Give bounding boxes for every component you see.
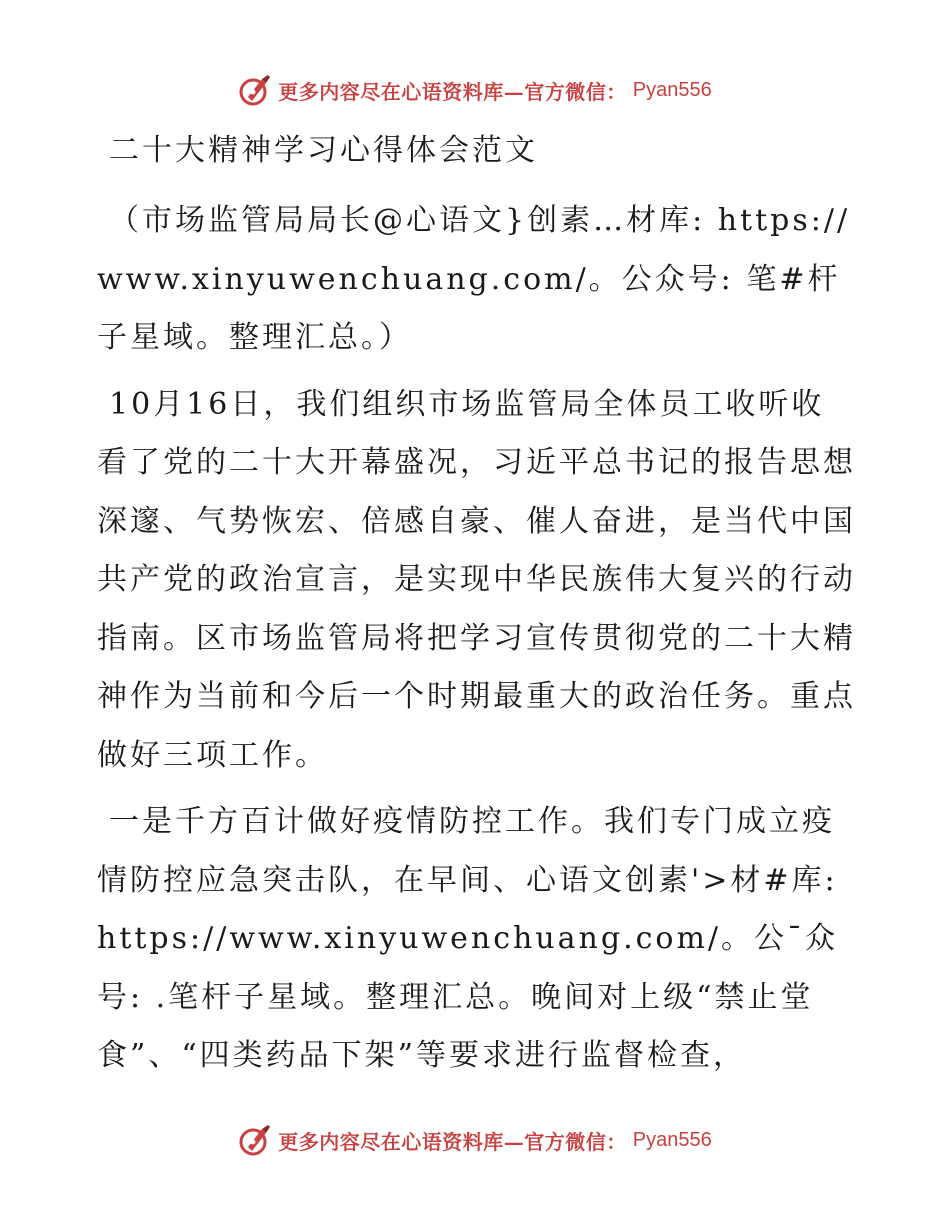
paragraph-first-task: 一是千方百计做好疫情防控工作。我们专门成立疫情防控应急突击队，在早间、心语文创素'>材#库: https://www.xinyuwenchuang.com/。公¯众号: .笔杆子星域。整理汇总。晚间对上级“禁止堂食”、“四类药品下架”等要求进行监督检查，: [97, 804, 839, 1073]
watermark-handle: Pyan556: [632, 1128, 712, 1151]
footer-watermark: [0, 1120, 950, 1160]
document-body: [97, 122, 857, 1094]
watermark-handle: Pyan556: [632, 78, 712, 101]
watermark-text: 更多内容尽在心语资料库—官方微信：: [278, 1129, 627, 1154]
paragraph-intro: 10月16日，我们组织市场监管局全体员工收听收看了党的二十大开幕盛况，习近平总书记的报告思想深邃、气势恢宏、倍感自豪、催人奋进，是当代中国共产党的政治宣言，是实现中华民族伟大复兴的行动指南。区市场监管局将把学习宣传贯彻党的二十大精神作为当前和今后一个时期最重大的政治任务。重点做好三项工作。: [97, 386, 856, 773]
header-watermark: [0, 70, 950, 110]
watermark-text: 更多内容尽在心语资料库—官方微信：: [278, 79, 627, 104]
paragraph-source-note: （市场监管局局长@心语文}创素…材库: https://www.xinyuwenchuang.com/。公众号: 笔#杆子星域。整理汇总。）: [97, 203, 851, 355]
pen-nib-logo-icon: [238, 1123, 272, 1157]
document-title: 二十大精神学习心得体会范文: [109, 133, 538, 168]
pen-nib-logo-icon: [238, 73, 272, 107]
